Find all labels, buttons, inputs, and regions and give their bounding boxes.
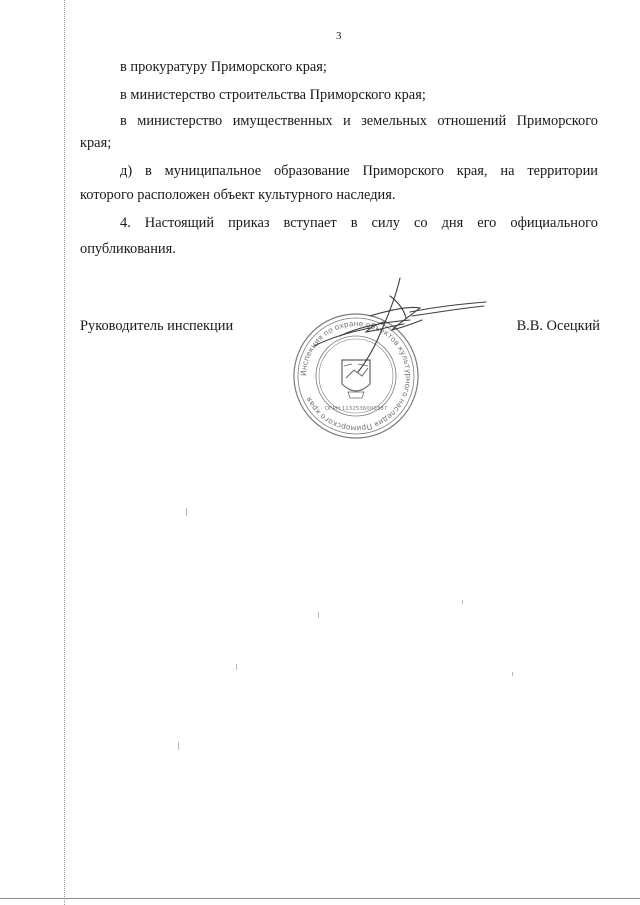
word: д) — [120, 163, 133, 179]
word: в — [144, 163, 152, 179]
line-order-effect — [120, 214, 598, 232]
scan-speck — [462, 600, 463, 604]
word: Приморского — [516, 113, 598, 129]
line-publication: опубликования. — [80, 241, 176, 257]
scan-speck — [236, 664, 237, 670]
page-number: 3 — [336, 30, 342, 42]
word: официального — [510, 215, 598, 231]
word: и — [342, 113, 351, 129]
line-construction-ministry: в министерство строительства Приморского края; — [120, 87, 426, 103]
signatory-name: В.В. Осецкий — [516, 318, 600, 334]
seal-ring-text: Инспекция по охране объектов культурного наследия Приморского края — [298, 318, 414, 434]
word: отношений — [437, 113, 507, 129]
word: дня — [441, 215, 464, 231]
scan-speck — [318, 612, 319, 618]
line-property-ministry — [120, 112, 598, 130]
scan-speck — [512, 672, 513, 676]
signatory-position: Руководитель инспекции — [80, 318, 234, 334]
word: земельных — [361, 113, 427, 129]
line-municipality — [120, 162, 598, 180]
line-heritage-object: которого расположен объект культурного наследия. — [80, 187, 396, 203]
word: со — [413, 215, 428, 231]
word: вступает — [283, 215, 337, 231]
word: края, — [456, 163, 488, 179]
word: министерство — [137, 113, 223, 129]
word: образование — [273, 163, 350, 179]
line-region: края; — [80, 135, 112, 151]
scan-speck — [178, 742, 179, 750]
word: 4. — [120, 215, 131, 231]
word: на — [500, 163, 515, 179]
word: имущественных — [232, 113, 333, 129]
word: территории — [527, 163, 598, 179]
line-prosecutor: в прокуратуру Приморского края; — [120, 59, 327, 75]
word: муниципальное — [164, 163, 262, 179]
left-margin-rule — [64, 0, 65, 905]
seal-inner-text: ОГРН 1132536000387 — [324, 406, 388, 412]
word: в — [350, 215, 358, 231]
word: Приморского — [362, 163, 444, 179]
word: приказ — [228, 215, 270, 231]
word: его — [477, 215, 497, 231]
word: в — [120, 113, 127, 129]
word: силу — [371, 215, 400, 231]
word: Настоящий — [144, 215, 215, 231]
handwritten-signature — [300, 276, 490, 386]
scan-speck — [186, 508, 187, 516]
bottom-rule — [0, 898, 640, 899]
